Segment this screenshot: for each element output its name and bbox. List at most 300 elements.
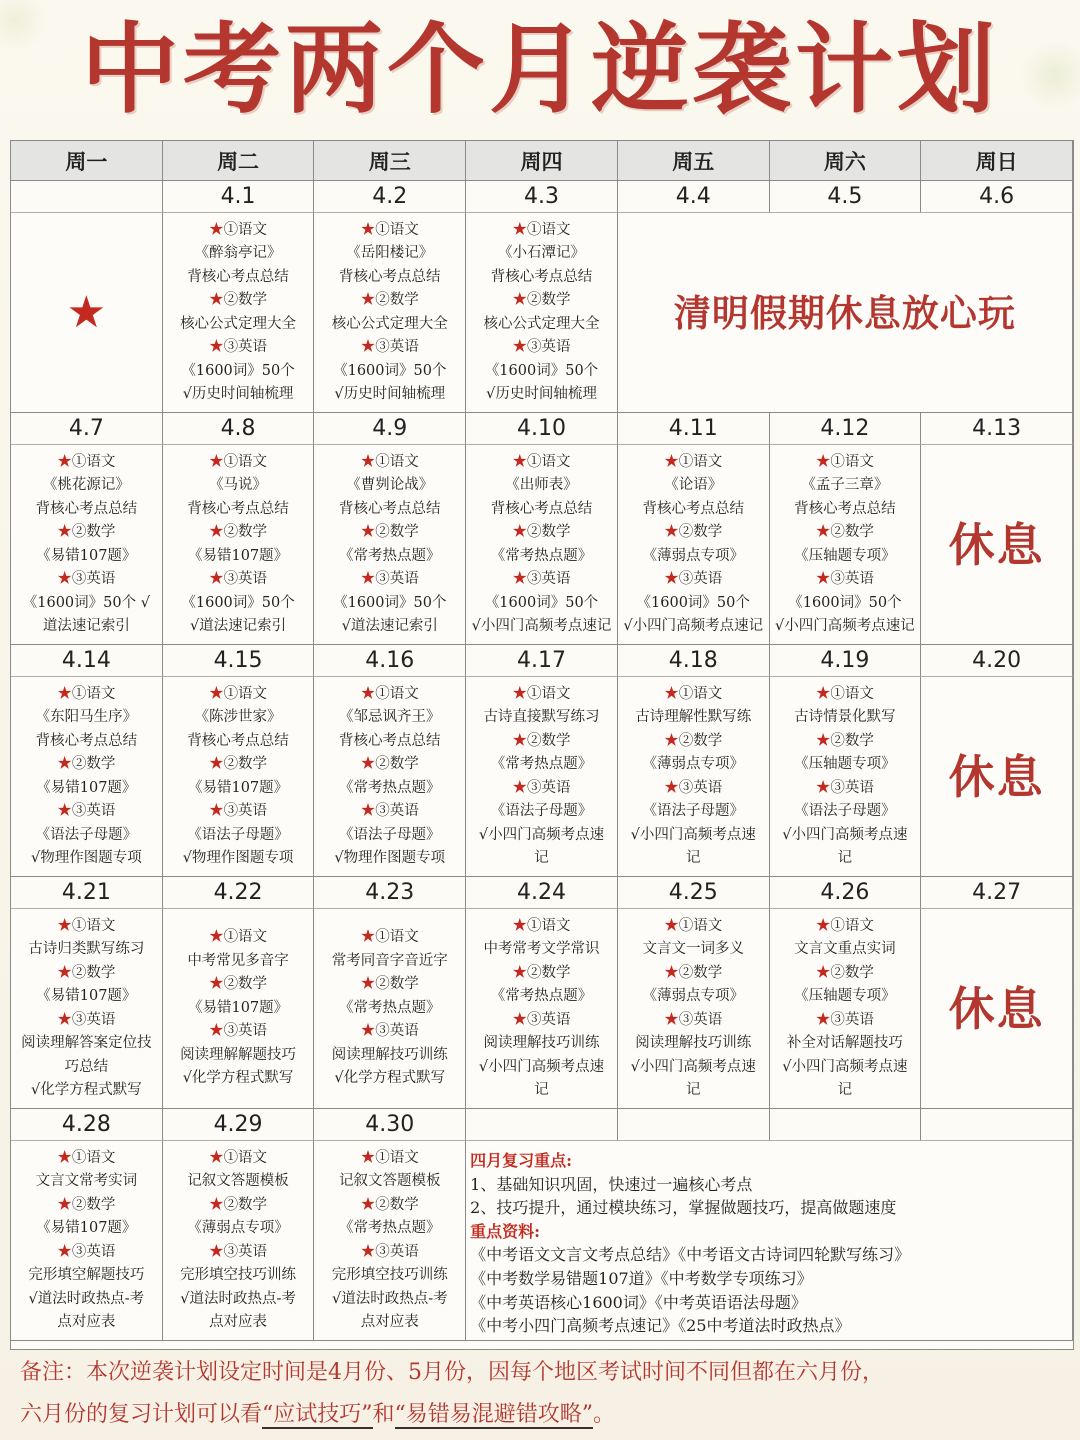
date-cell: 4.27 bbox=[921, 877, 1073, 909]
task-label: ②数学 bbox=[678, 732, 723, 749]
star-icon: ★ bbox=[209, 1243, 224, 1260]
date-cell: 4.30 bbox=[314, 1109, 466, 1141]
star-icon: ★ bbox=[360, 524, 376, 540]
task-line: 《1600词》50个 bbox=[636, 594, 750, 611]
task-line bbox=[361, 521, 419, 545]
task-line: 古诗情景化默写 bbox=[794, 709, 896, 725]
star-icon: ★ bbox=[815, 917, 831, 934]
task-line: 《曹刿论战》 bbox=[346, 477, 434, 493]
date-cell: 4.18 bbox=[618, 645, 770, 677]
task-label: ③英语 bbox=[223, 803, 268, 819]
star-icon: ★ bbox=[360, 221, 376, 238]
notes-line: 重点资料: bbox=[470, 1221, 541, 1241]
task-label: ③英语 bbox=[830, 571, 874, 587]
star-icon: ★ bbox=[11, 213, 163, 413]
star-icon: ★ bbox=[664, 685, 679, 702]
task-line bbox=[57, 1194, 115, 1218]
date-cell: 4.16 bbox=[314, 645, 466, 677]
date-cell: 4.7 bbox=[11, 413, 163, 445]
task-line: √物理作图题专项 bbox=[182, 850, 294, 866]
task-label: ①语文 bbox=[223, 685, 268, 702]
review-notes bbox=[466, 1141, 1073, 1341]
task-line: 《易错107题》 bbox=[187, 999, 289, 1016]
task-line bbox=[57, 753, 115, 777]
star-icon: ★ bbox=[57, 917, 72, 934]
day-plan bbox=[163, 445, 315, 645]
star-icon: ★ bbox=[57, 453, 72, 470]
task-line: 《易错107题》 bbox=[187, 547, 289, 564]
footnote-prefix: 六月份的复习计划可以看 bbox=[20, 1402, 263, 1427]
date-cell: 4.10 bbox=[466, 413, 618, 445]
date-cell bbox=[770, 1109, 922, 1141]
notes-line: 《中考语文文言文考点总结》《中考语文古诗词四轮默写练习》 bbox=[470, 1245, 911, 1265]
date-cell: 4.21 bbox=[11, 877, 163, 909]
task-line: 巧总结 bbox=[64, 1058, 109, 1075]
task-line: 《1600词》50个 bbox=[484, 362, 599, 379]
task-line bbox=[816, 1009, 874, 1033]
task-label: ①语文 bbox=[223, 1149, 268, 1166]
task-line bbox=[209, 219, 267, 243]
notes-line: 1、基础知识巩固，快速过一遍核心考点 bbox=[470, 1174, 753, 1194]
task-label: ③英语 bbox=[678, 571, 723, 587]
task-line: 《常考热点题》 bbox=[339, 547, 441, 564]
task-line: 核心公式定理大全 bbox=[483, 315, 600, 332]
task-label: ①语文 bbox=[71, 685, 116, 702]
task-line: √历史时间轴梳理 bbox=[334, 386, 446, 402]
star-icon: ★ bbox=[664, 779, 679, 796]
task-label: ①语文 bbox=[375, 1149, 419, 1166]
date-cell: 4.4 bbox=[618, 181, 770, 213]
task-label: ③英语 bbox=[71, 571, 116, 587]
task-line: 《桃花源记》 bbox=[42, 477, 130, 493]
task-line bbox=[57, 1147, 115, 1171]
task-line: 核心公式定理大全 bbox=[331, 315, 448, 332]
task-line bbox=[361, 336, 419, 360]
star-icon: ★ bbox=[57, 524, 72, 540]
task-label: ①语文 bbox=[830, 685, 874, 702]
task-label: ③英语 bbox=[375, 803, 419, 819]
task-line bbox=[209, 1147, 267, 1171]
date-cell: 4.3 bbox=[466, 181, 618, 213]
task-label: ①语文 bbox=[223, 929, 268, 946]
star-icon: ★ bbox=[664, 453, 679, 470]
task-line: 《薄弱点专项》 bbox=[187, 1220, 289, 1236]
task-line: 《易错107题》 bbox=[187, 779, 289, 796]
task-line bbox=[209, 521, 267, 545]
star-icon: ★ bbox=[360, 1196, 376, 1213]
task-label: ①语文 bbox=[526, 685, 571, 702]
task-label: ①语文 bbox=[223, 453, 268, 470]
date-cell: 4.17 bbox=[466, 645, 618, 677]
task-line: 道法速记索引 bbox=[42, 618, 130, 634]
task-line: √道法速记索引 bbox=[341, 618, 438, 634]
task-line: √小四门高频考点速 bbox=[478, 1058, 605, 1075]
task-line: 背核心考点总结 bbox=[187, 732, 289, 749]
task-line: √历史时间轴梳理 bbox=[182, 386, 294, 402]
star-icon: ★ bbox=[57, 1011, 72, 1028]
task-line: 《岳阳楼记》 bbox=[346, 245, 434, 261]
task-line: 中考常考文学常识 bbox=[483, 941, 600, 957]
star-icon: ★ bbox=[512, 779, 527, 796]
star-icon: ★ bbox=[512, 1011, 527, 1028]
task-line bbox=[512, 777, 570, 801]
date-cell: 4.28 bbox=[11, 1109, 163, 1141]
task-line bbox=[361, 800, 419, 824]
star-icon: ★ bbox=[815, 964, 831, 981]
star-icon: ★ bbox=[209, 571, 224, 587]
date-cell: 4.19 bbox=[770, 645, 922, 677]
task-label: ③英语 bbox=[678, 1011, 723, 1028]
notes-line: 《中考英语核心1600词》《中考英语语法母题》 bbox=[470, 1292, 807, 1312]
task-line bbox=[512, 336, 570, 360]
date-cell: 4.14 bbox=[11, 645, 163, 677]
star-icon: ★ bbox=[664, 571, 679, 587]
footnote-end: 。 bbox=[593, 1402, 616, 1427]
task-line: √小四门高频考点速 bbox=[630, 1058, 756, 1075]
task-line: 记 bbox=[685, 850, 701, 866]
date-cell: 4.8 bbox=[163, 413, 315, 445]
star-icon: ★ bbox=[360, 976, 376, 993]
task-line bbox=[664, 962, 722, 986]
weekday-header: 周一 bbox=[11, 141, 163, 181]
task-label: ③英语 bbox=[223, 1243, 268, 1260]
task-line: 《常考热点题》 bbox=[339, 779, 441, 796]
star-icon: ★ bbox=[815, 779, 831, 796]
task-label: ①语文 bbox=[678, 685, 723, 702]
task-line: 《马说》 bbox=[209, 477, 268, 493]
star-icon: ★ bbox=[209, 339, 224, 355]
holiday-banner: 清明假期休息放心玩 bbox=[618, 213, 1073, 413]
task-line: √小四门高频考点速记 bbox=[471, 618, 612, 634]
star-icon: ★ bbox=[815, 453, 831, 470]
task-line: 背核心考点总结 bbox=[490, 500, 593, 517]
task-line bbox=[361, 451, 419, 475]
task-line: 《1600词》50个 √ bbox=[22, 594, 150, 611]
task-label: ②数学 bbox=[526, 524, 571, 540]
task-label: ②数学 bbox=[375, 292, 419, 308]
date-cell: 4.23 bbox=[314, 877, 466, 909]
star-icon: ★ bbox=[512, 339, 527, 355]
task-line: 核心公式定理大全 bbox=[180, 315, 297, 332]
task-label: ①语文 bbox=[375, 685, 419, 702]
day-plan bbox=[11, 1141, 163, 1341]
task-line: √道法时政热点-考 bbox=[180, 1290, 296, 1307]
task-label: ③英语 bbox=[526, 779, 571, 796]
task-line: 《1600词》50个 bbox=[333, 594, 447, 611]
rest-day: 休息 bbox=[921, 677, 1073, 877]
task-label: ①语文 bbox=[678, 453, 723, 470]
weekday-header: 周六 bbox=[770, 141, 922, 181]
task-line: 《出师表》 bbox=[505, 477, 578, 493]
footnote-and: 和 bbox=[372, 1402, 395, 1427]
star-icon: ★ bbox=[209, 1149, 224, 1166]
task-line: √化学方程式默写 bbox=[30, 1082, 142, 1098]
weekday-header: 周二 bbox=[163, 141, 315, 181]
task-line: 完形填空技巧训练 bbox=[180, 1267, 297, 1283]
task-line bbox=[664, 730, 722, 754]
task-line: 背核心考点总结 bbox=[187, 268, 289, 285]
star-icon: ★ bbox=[512, 571, 527, 587]
task-line bbox=[816, 962, 874, 986]
task-label: ③英语 bbox=[223, 339, 268, 355]
star-icon: ★ bbox=[360, 929, 376, 946]
task-label: ②数学 bbox=[71, 756, 116, 772]
star-icon: ★ bbox=[664, 732, 679, 749]
date-cell: 4.9 bbox=[314, 413, 466, 445]
task-label: ②数学 bbox=[71, 964, 116, 981]
task-line: 《常考热点题》 bbox=[490, 547, 593, 564]
task-line: 《薄弱点专项》 bbox=[642, 988, 744, 1004]
date-cell: 4.6 bbox=[921, 181, 1073, 213]
task-line: 补全对话解题技巧 bbox=[786, 1035, 903, 1051]
task-label: ①语文 bbox=[830, 917, 874, 934]
task-line bbox=[209, 336, 267, 360]
task-label: ③英语 bbox=[223, 1023, 268, 1040]
task-line bbox=[57, 451, 115, 475]
star-icon: ★ bbox=[815, 732, 831, 749]
star-icon: ★ bbox=[512, 917, 527, 934]
day-plan bbox=[466, 677, 618, 877]
task-line: √物理作图题专项 bbox=[30, 850, 142, 866]
task-label: ②数学 bbox=[223, 292, 268, 308]
task-line bbox=[512, 962, 570, 986]
task-line bbox=[361, 753, 419, 777]
task-line: 记 bbox=[534, 850, 549, 866]
day-plan bbox=[618, 909, 770, 1109]
task-label: ①语文 bbox=[375, 929, 419, 946]
task-label: ②数学 bbox=[71, 1196, 116, 1213]
task-label: ①语文 bbox=[375, 221, 419, 238]
star-icon: ★ bbox=[360, 803, 376, 819]
task-line: 《薄弱点专项》 bbox=[642, 756, 744, 772]
task-line: 记 bbox=[837, 850, 853, 866]
day-plan bbox=[770, 909, 922, 1109]
task-line: 《常考热点题》 bbox=[339, 999, 441, 1016]
task-line: 点对应表 bbox=[209, 1314, 268, 1330]
star-icon: ★ bbox=[815, 524, 831, 540]
task-line: 记叙文答题模板 bbox=[339, 1173, 441, 1189]
task-line: 常考同音字音近字 bbox=[331, 952, 448, 969]
task-line bbox=[57, 915, 115, 939]
task-line bbox=[512, 289, 570, 313]
star-icon: ★ bbox=[209, 976, 224, 993]
date-cell: 4.25 bbox=[618, 877, 770, 909]
task-line: 《1600词》50个 bbox=[181, 362, 295, 379]
star-icon: ★ bbox=[512, 524, 527, 540]
task-line: √道法时政热点-考 bbox=[28, 1290, 145, 1307]
task-line bbox=[512, 219, 570, 243]
day-plan bbox=[466, 213, 618, 413]
weekday-header: 周五 bbox=[618, 141, 770, 181]
task-label: ②数学 bbox=[830, 524, 874, 540]
star-icon: ★ bbox=[209, 756, 224, 772]
day-plan bbox=[163, 1141, 315, 1341]
weekday-header: 周四 bbox=[466, 141, 618, 181]
star-icon: ★ bbox=[815, 685, 831, 702]
star-icon: ★ bbox=[512, 964, 527, 981]
task-line: 《常考热点题》 bbox=[490, 756, 593, 772]
task-line bbox=[57, 962, 115, 986]
footnote-link-error-guide: “易错易混避错攻略” bbox=[394, 1402, 594, 1427]
task-line: 背核心考点总结 bbox=[642, 500, 744, 517]
task-line: 《陈涉世家》 bbox=[194, 709, 282, 725]
star-icon: ★ bbox=[209, 524, 224, 540]
date-cell bbox=[618, 1109, 770, 1141]
task-line: 阅读理解答案定位技 bbox=[21, 1035, 152, 1051]
task-label: ③英语 bbox=[830, 1011, 874, 1028]
task-label: ①语文 bbox=[526, 453, 571, 470]
task-line bbox=[361, 1194, 419, 1218]
task-label: ②数学 bbox=[223, 524, 268, 540]
task-line: √化学方程式默写 bbox=[182, 1070, 294, 1087]
task-line: 背核心考点总结 bbox=[35, 500, 138, 517]
task-line: √道法速记索引 bbox=[189, 618, 287, 634]
task-line bbox=[57, 800, 115, 824]
task-line: 《孟子三章》 bbox=[801, 477, 889, 493]
date-cell: 4.24 bbox=[466, 877, 618, 909]
task-label: ②数学 bbox=[375, 1196, 419, 1213]
task-line bbox=[816, 730, 874, 754]
task-label: ②数学 bbox=[830, 964, 874, 981]
task-line: 记 bbox=[837, 1082, 853, 1098]
date-cell: 4.29 bbox=[163, 1109, 315, 1141]
star-icon: ★ bbox=[209, 803, 224, 819]
day-plan bbox=[770, 445, 922, 645]
task-line: 《压轴题专项》 bbox=[794, 547, 896, 564]
task-line bbox=[816, 915, 874, 939]
star-icon: ★ bbox=[57, 803, 72, 819]
task-line bbox=[664, 568, 722, 592]
star-icon: ★ bbox=[360, 571, 376, 587]
task-line: √小四门高频考点速记 bbox=[775, 618, 915, 634]
task-label: ②数学 bbox=[223, 756, 268, 772]
task-line bbox=[664, 521, 722, 545]
star-icon: ★ bbox=[512, 453, 527, 470]
weekday-header: 周三 bbox=[314, 141, 466, 181]
task-label: ③英语 bbox=[375, 571, 419, 587]
star-icon: ★ bbox=[512, 732, 527, 749]
task-line bbox=[209, 926, 267, 950]
day-plan bbox=[163, 909, 315, 1109]
task-line: 《压轴题专项》 bbox=[794, 988, 896, 1004]
task-line: 古诗直接默写练习 bbox=[483, 709, 600, 725]
task-line bbox=[57, 568, 115, 592]
day-plan bbox=[11, 677, 163, 877]
task-line: √小四门高频考点速 bbox=[782, 1058, 908, 1075]
task-line bbox=[816, 521, 874, 545]
task-label: ③英语 bbox=[526, 1011, 571, 1028]
notes-line: 《中考数学易错题107道》《中考数学专项练习》 bbox=[470, 1268, 813, 1288]
task-line bbox=[512, 683, 570, 707]
task-line: 《东阳马生序》 bbox=[35, 709, 138, 725]
date-cell bbox=[11, 181, 163, 213]
task-line: √小四门高频考点速记 bbox=[623, 618, 764, 634]
task-line: 点对应表 bbox=[360, 1314, 419, 1330]
task-line bbox=[57, 521, 115, 545]
task-line: 文言文一词多义 bbox=[642, 941, 744, 957]
task-label: ③英语 bbox=[71, 1011, 116, 1028]
date-cell: 4.15 bbox=[163, 645, 315, 677]
date-cell: 4.26 bbox=[770, 877, 922, 909]
task-label: ②数学 bbox=[375, 976, 419, 993]
task-label: ③英语 bbox=[526, 571, 571, 587]
star-icon: ★ bbox=[360, 756, 376, 772]
date-cell: 4.20 bbox=[921, 645, 1073, 677]
star-icon: ★ bbox=[57, 756, 72, 772]
task-line: 《易错107题》 bbox=[36, 779, 137, 796]
task-line: 记 bbox=[534, 1082, 549, 1098]
task-line: 《语法子母题》 bbox=[339, 826, 441, 843]
notes-line: 2、技巧提升，通过模块练习，掌握做题技巧，提高做题速度 bbox=[470, 1198, 897, 1218]
task-line bbox=[209, 800, 267, 824]
date-cell bbox=[466, 1109, 618, 1141]
star-icon: ★ bbox=[360, 1149, 376, 1166]
star-icon: ★ bbox=[360, 292, 376, 308]
star-icon: ★ bbox=[360, 453, 376, 470]
task-label: ①语文 bbox=[830, 453, 874, 470]
task-line: 《论语》 bbox=[664, 477, 723, 493]
task-line bbox=[816, 568, 874, 592]
task-label: ③英语 bbox=[375, 1243, 419, 1260]
star-icon: ★ bbox=[512, 221, 527, 238]
task-label: ②数学 bbox=[526, 732, 571, 749]
task-line: 背核心考点总结 bbox=[490, 268, 593, 285]
star-icon: ★ bbox=[209, 1196, 224, 1213]
day-plan bbox=[314, 909, 466, 1109]
task-label: ③英语 bbox=[71, 1243, 116, 1260]
task-line: 背核心考点总结 bbox=[339, 732, 441, 749]
star-icon: ★ bbox=[360, 339, 376, 355]
star-icon: ★ bbox=[360, 1023, 376, 1040]
task-line: 《语法子母题》 bbox=[35, 826, 138, 843]
star-icon: ★ bbox=[815, 1011, 831, 1028]
task-label: ③英语 bbox=[526, 339, 571, 355]
day-plan bbox=[163, 677, 315, 877]
task-label: ①语文 bbox=[526, 917, 571, 934]
task-line bbox=[361, 683, 419, 707]
star-icon: ★ bbox=[360, 1243, 376, 1260]
task-line: 《易错107题》 bbox=[36, 547, 137, 564]
star-icon: ★ bbox=[57, 571, 72, 587]
day-plan bbox=[466, 445, 618, 645]
star-icon: ★ bbox=[209, 1023, 224, 1040]
task-label: ②数学 bbox=[526, 292, 571, 308]
task-line bbox=[361, 568, 419, 592]
schedule-table bbox=[10, 140, 1074, 1350]
date-cell: 4.1 bbox=[163, 181, 315, 213]
footnote bbox=[20, 1352, 1068, 1436]
task-label: ②数学 bbox=[375, 524, 419, 540]
task-line bbox=[209, 753, 267, 777]
task-label: ①语文 bbox=[71, 453, 116, 470]
task-line bbox=[209, 1020, 267, 1044]
task-line bbox=[512, 521, 570, 545]
task-line: 《邹忌讽齐王》 bbox=[339, 709, 441, 725]
task-line: 中考常见多音字 bbox=[187, 952, 289, 969]
task-line bbox=[512, 730, 570, 754]
task-line: 《常考热点题》 bbox=[490, 988, 593, 1004]
task-line bbox=[361, 219, 419, 243]
star-icon: ★ bbox=[209, 685, 224, 702]
task-line bbox=[57, 1241, 115, 1265]
day-plan bbox=[11, 909, 163, 1109]
task-line bbox=[361, 926, 419, 950]
task-label: ②数学 bbox=[223, 976, 268, 993]
day-plan bbox=[314, 1141, 466, 1341]
task-line: 阅读理解技巧训练 bbox=[331, 1046, 448, 1063]
task-label: ①语文 bbox=[526, 221, 571, 238]
task-label: ②数学 bbox=[375, 756, 419, 772]
